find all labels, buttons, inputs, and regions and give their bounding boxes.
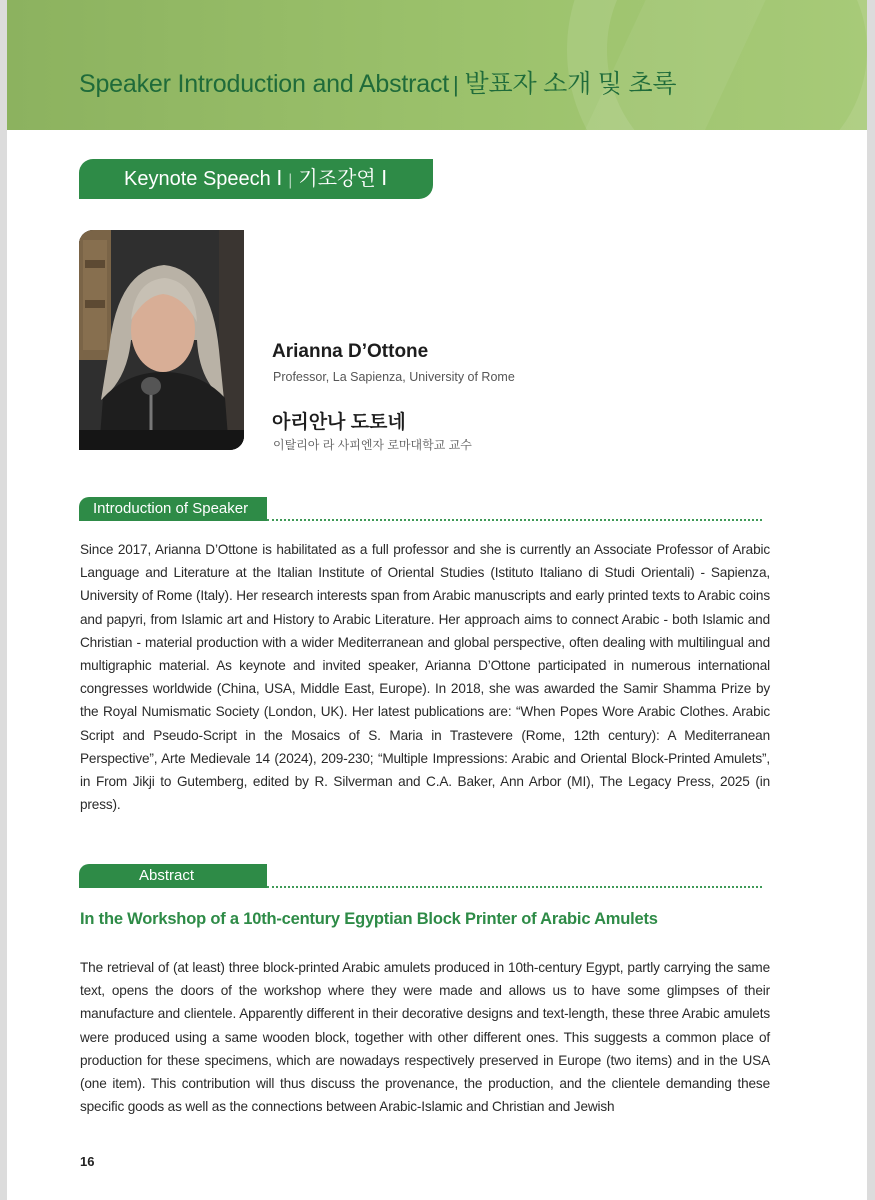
page-title	[79, 64, 676, 100]
page-title-en: Speaker Introduction and Abstract	[79, 70, 450, 98]
keynote-separator: |	[288, 172, 293, 189]
document-page	[7, 0, 867, 1200]
speaker-photo	[79, 230, 244, 450]
header-band	[7, 0, 867, 130]
abstract-text: The retrieval of (at least) three block-printed Arabic amulets produced in 10th-century Egypt, partly carrying the same text, opens the doors of the workshop where they were made and allows us to have some glimpses of their manufacture and clientele. Apparently different in their decorative designs and text-length, these three Arabic amulets were produced using a same wooden block, together with other different ones. This suggests a common place of production for these specimens, which are nowadays respectively preserved in Europe (two items) and in the USA (one item). This contribution will thus discuss the provenance, the production, and the clientele demanding these specific goods as well as the connections between Arabic-Islamic and Christian and Jewish	[80, 960, 770, 1115]
speaker-name-ko: 아리안나 도토네	[272, 412, 406, 433]
keynote-label	[79, 159, 433, 199]
abstract-heading: Abstract	[139, 867, 195, 884]
page-title-separator: |	[453, 72, 459, 97]
abstract-divider	[267, 886, 762, 888]
keynote-label-en: Keynote Speech Ⅰ	[124, 168, 283, 190]
abstract-heading-tab	[79, 864, 267, 888]
page-number: 16	[80, 1154, 95, 1169]
page-title-ko: 발표자 소개 및 초록	[464, 70, 677, 98]
speaker-role: Professor, La Sapienza, University of Rome	[273, 370, 515, 384]
intro-text: Since 2017, Arianna D’Ottone is habilitated as a full professor and she is currently an Associate Professor of Arabic Language and Literature at the Italian Institute of Oriental Studies (Istituto Italiano di Studi Orientali) - Sapienza, University of Rome (Italy). Her research interests span from Arabic manuscripts and early printed texts to Arabic coins and papyri, from Islamic art and History to Arabic Literature. Her approach aims to connect Arabic - both Islamic and Christian - material production with a wider Mediterranean and global perspective, often dealing with multilingual and multigraphic material. As keynote and invited speaker, Arianna D’Ottone participated in numerous international congresses worldwide (China, USA, Middle East, Europe). In 2018, she was awarded the Samir Shamma Prize by the Royal Numismatic Society (London, UK). Her latest publications are: “When Popes Wore Arabic Clothes. Arabic Script and Pseudo-Script in the Mosaics of S. Maria in Trastevere (Rome, 12th century): A Mediterranean Perspective”, Arte Medievale 14 (2024), 209-230; “Multiple Impressions: Arabic and Oriental Block-Printed Amulets”, in From Jikji to Gutemberg, edited by R. Silverman and C.A. Baker, Ann Arbor (MI), The Legacy Press, 2025 (in press).	[80, 542, 770, 813]
abstract-title: In the Workshop of a 10th-century Egyptian Block Printer of Arabic Amulets	[80, 910, 658, 928]
keynote-label-ko: 기조강연 Ⅰ	[298, 168, 388, 190]
speaker-name: Arianna D’Ottone	[272, 341, 429, 362]
intro-heading-tab	[79, 497, 267, 521]
intro-divider	[267, 519, 762, 521]
intro-heading: Introduction of Speaker	[93, 500, 249, 517]
speaker-role-ko: 이탈리아 라 사피엔자 로마대학교 교수	[273, 438, 472, 452]
speaker-photo-illustration	[79, 230, 244, 450]
